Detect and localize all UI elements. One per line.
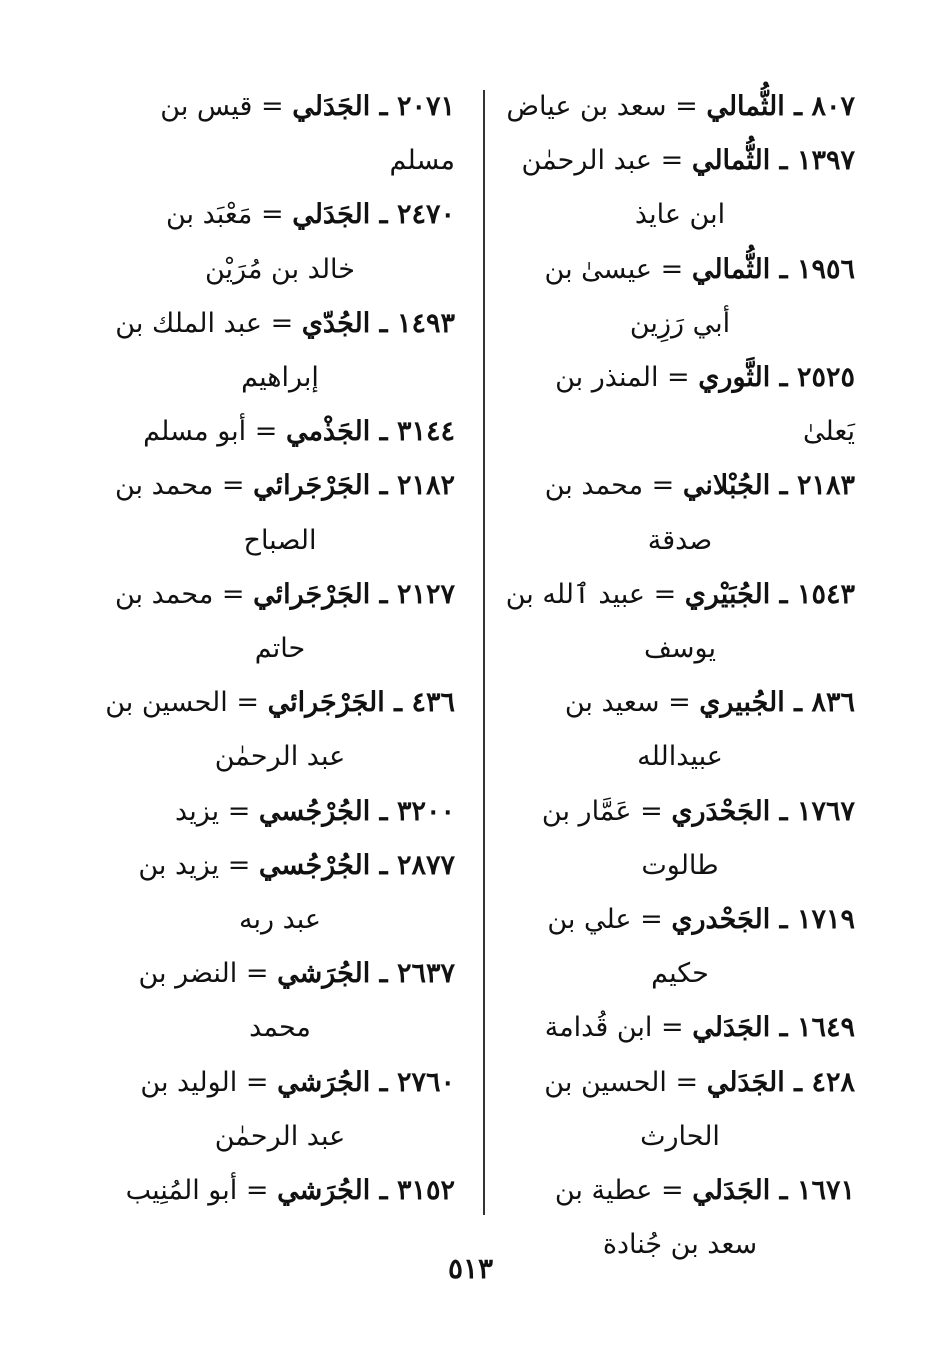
equals-sign: = [252, 91, 293, 122]
entry-line [544, 1067, 855, 1098]
entry-number: ١٧٦٧ [796, 795, 855, 827]
entry-line [166, 199, 455, 230]
dash-separator: ـ [370, 958, 397, 990]
entry-name: عبيد ٱلله بن [505, 578, 645, 610]
entry-line [545, 1012, 855, 1043]
entry-line [555, 1175, 855, 1206]
entry-number: ١٦٧١ [796, 1175, 855, 1207]
entry-number: ١٦٤٩ [796, 1012, 855, 1044]
dash-separator: ـ [370, 1175, 397, 1207]
index-entry [505, 459, 855, 567]
index-entry [505, 351, 855, 459]
entry-name: سعيد بن [564, 687, 660, 719]
entry-number: ١٧١٩ [796, 904, 855, 936]
entry-number: ٢٤٧٠ [396, 199, 455, 231]
equals-sign: = [213, 578, 254, 610]
index-entry [105, 568, 455, 676]
entry-name: الحسين بن [544, 1066, 667, 1098]
entry-name: عبد الرحمٰن [521, 145, 653, 177]
entry-nisba: الجَذْمي [285, 416, 371, 448]
entry-nisba: الثُّمالي [691, 145, 771, 177]
entry-line [555, 362, 855, 447]
entry-number: ٨٣٦ [811, 687, 855, 719]
index-entry [505, 243, 855, 351]
entry-continuation: حاتم [254, 633, 306, 665]
page-number: ٥١٣ [447, 1252, 494, 1285]
entry-continuation: الحارث [640, 1120, 720, 1152]
entry-nisba: الثَّوري [698, 362, 771, 394]
entry-name: مَعْبَد بن [165, 199, 253, 231]
entry-number: ١٥٤٣ [796, 578, 855, 610]
entry-name: سعد بن عياض [506, 91, 667, 122]
equals-sign: = [666, 1066, 707, 1098]
entry-number: ١٤٩٣ [396, 307, 455, 339]
entry-name: ابن قُدامة [544, 1012, 653, 1044]
entry-line [140, 1067, 455, 1098]
entry-continuation: محمد [249, 1012, 311, 1044]
entry-name: يزيد [175, 795, 220, 827]
entry-name: محمد بن [114, 470, 214, 502]
dash-separator: ـ [770, 904, 797, 936]
entry-line [105, 687, 455, 718]
entry-nisba: الجَدَلي [706, 1066, 785, 1098]
entry-continuation: صدقة [647, 524, 713, 556]
entry-nisba: الجَحْدَري [671, 795, 771, 827]
left-column [105, 80, 455, 1218]
index-entry [105, 947, 455, 1055]
index-entry [505, 785, 855, 893]
entry-name: أبو مسلم [143, 416, 247, 448]
entry-continuation: الصباح [243, 524, 317, 556]
index-entry [105, 1056, 455, 1164]
index-entry [505, 676, 855, 784]
entry-nisba: الجُرْجُسي [258, 795, 371, 827]
entry-line [126, 1175, 455, 1206]
dash-separator: ـ [784, 91, 812, 122]
entry-line [138, 850, 455, 881]
equals-sign: = [237, 1175, 278, 1207]
equals-sign: = [227, 687, 268, 719]
entry-number: ٢٠٧١ [396, 91, 455, 122]
entry-name: عَمَّار بن [541, 795, 632, 827]
dash-separator: ـ [370, 307, 397, 339]
index-entry [505, 1001, 855, 1055]
index-entry [105, 839, 455, 947]
equals-sign: = [652, 145, 692, 177]
dash-separator: ـ [770, 145, 797, 177]
entry-name: علي بن [547, 904, 632, 936]
equals-sign: = [219, 795, 259, 827]
entry-name: عطية بن [554, 1175, 653, 1207]
equals-sign: = [643, 470, 683, 502]
equals-sign: = [652, 1175, 693, 1207]
entry-number: ٢١٢٧ [396, 578, 455, 610]
entry-number: ١٣٩٧ [796, 145, 855, 177]
entry-line [545, 470, 855, 501]
index-entry [505, 893, 855, 1001]
entry-number: ١٩٥٦ [796, 253, 855, 285]
entry-number: ٢٧٦٠ [396, 1066, 455, 1098]
entry-number: ٨٠٧ [811, 91, 855, 122]
entry-number: ٤٣٦ [411, 687, 455, 719]
column-divider [483, 90, 485, 1215]
entry-line [115, 308, 455, 339]
entry-nisba: الجَدَلي [692, 1175, 771, 1207]
index-entry [105, 676, 455, 784]
dash-separator: ـ [370, 416, 397, 448]
entry-nisba: الجُبيري [699, 687, 785, 719]
entry-number: ٤٢٨ [811, 1066, 855, 1098]
equals-sign: = [213, 470, 254, 502]
equals-sign: = [644, 578, 685, 610]
entry-continuation: طالوت [641, 849, 719, 881]
entry-continuation: خالد بن مُرَيْن [205, 253, 355, 285]
entry-continuation: يوسف [643, 633, 717, 665]
right-column [505, 80, 855, 1272]
dash-separator: ـ [370, 578, 397, 610]
entry-line [565, 687, 855, 718]
index-entry [105, 188, 455, 296]
entry-line [115, 579, 455, 610]
equals-sign: = [652, 253, 692, 285]
entry-name: قيس بن مسلم [160, 91, 455, 177]
entry-name: الوليد بن [140, 1066, 238, 1098]
entry-continuation: عبد ربه [238, 904, 322, 936]
entry-number: ٢٦٣٧ [396, 958, 455, 990]
dash-separator: ـ [384, 687, 412, 719]
entry-line [115, 470, 455, 501]
entry-line [143, 416, 455, 447]
entry-name: أبو المُنِيب [125, 1175, 238, 1207]
entry-number: ٢٨٧٧ [396, 849, 455, 881]
dash-separator: ـ [770, 253, 797, 285]
entry-continuation: أبي رَزِين [629, 307, 731, 339]
equals-sign: = [262, 307, 302, 339]
entry-line [506, 579, 855, 610]
equals-sign: = [219, 849, 259, 881]
index-entry [105, 297, 455, 405]
dash-separator: ـ [370, 91, 397, 122]
dash-separator: ـ [370, 199, 397, 231]
index-entry [505, 134, 855, 242]
equals-sign: = [658, 362, 699, 394]
entry-nisba: الجُبْلاني [682, 470, 771, 502]
entry-line [175, 796, 455, 827]
equals-sign: = [246, 416, 286, 448]
entry-nisba: الجَدَلي [292, 199, 371, 231]
index-entry [505, 80, 855, 134]
dash-separator: ـ [370, 1066, 397, 1098]
entry-line [160, 91, 455, 176]
entry-nisba: الجَرْجَرائي [253, 470, 371, 502]
entry-name: محمد بن [114, 578, 214, 610]
entry-nisba: الثُّمالي [691, 253, 771, 285]
entry-number: ٣١٥٢ [396, 1175, 455, 1207]
entry-continuation: عبد الرحمٰن [214, 1120, 346, 1152]
entry-nisba: الجُرَشي [277, 1175, 371, 1207]
dash-separator: ـ [770, 470, 797, 502]
entry-number: ٢١٨٣ [796, 470, 855, 502]
entry-line [545, 254, 855, 285]
index-entry [105, 405, 455, 459]
entry-name: محمد بن [544, 470, 644, 502]
entry-nisba: الجُرَشي [277, 958, 371, 990]
entry-nisba: الجَرْجَرائي [253, 578, 371, 610]
entry-continuation: حكيم [651, 958, 709, 990]
dash-separator: ـ [770, 362, 797, 394]
entry-name: يزيد بن [138, 849, 220, 881]
entry-nisba: الجَرْجَرائي [267, 687, 385, 719]
dash-separator: ـ [770, 1175, 797, 1207]
equals-sign: = [237, 1066, 278, 1098]
equals-sign: = [631, 795, 672, 827]
equals-sign: = [666, 91, 707, 122]
equals-sign: = [252, 199, 293, 231]
entry-number: ٢١٨٢ [396, 470, 455, 502]
entry-continuation: إبراهيم [241, 362, 319, 394]
dash-separator: ـ [770, 578, 797, 610]
entry-line [506, 91, 855, 122]
entry-nisba: الجُبَيْري [684, 578, 771, 610]
index-entry [105, 785, 455, 839]
equals-sign: = [659, 687, 700, 719]
entry-nisba: الجُرْجُسي [258, 849, 371, 881]
entry-name: عبد الملك بن [115, 307, 262, 339]
entry-nisba: الجُدّي [301, 307, 371, 339]
entry-line [547, 904, 855, 935]
entry-continuation: ابن عايذ [634, 199, 726, 231]
entry-line [138, 958, 455, 989]
entry-nisba: الجَحْدري [671, 904, 771, 936]
entry-name: عيسىٰ بن [544, 253, 653, 285]
dash-separator: ـ [370, 470, 397, 502]
entry-number: ٣٢٠٠ [396, 795, 455, 827]
entry-nisba: الجَدَلي [292, 91, 371, 122]
dash-separator: ـ [784, 1066, 812, 1098]
entry-line [542, 796, 855, 827]
entry-name: المنذر بن يَعلىٰ [555, 362, 855, 448]
entry-nisba: الجَدَلي [692, 1012, 771, 1044]
dash-separator: ـ [370, 795, 397, 827]
entry-number: ٣١٤٤ [396, 416, 455, 448]
entry-line [522, 145, 855, 176]
index-entry [105, 1164, 455, 1218]
equals-sign: = [237, 958, 278, 990]
entry-continuation: عبد الرحمٰن [214, 741, 346, 773]
index-entry [505, 1056, 855, 1164]
entry-name: النضر بن [138, 958, 238, 990]
entry-nisba: الجُرَشي [277, 1066, 371, 1098]
entry-name: الحسين بن [105, 687, 228, 719]
equals-sign: = [652, 1012, 693, 1044]
entry-continuation: عبيدالله [637, 741, 723, 773]
entry-number: ٢٥٢٥ [796, 362, 855, 394]
index-entry [105, 459, 455, 567]
entry-continuation: سعد بن جُنادة [602, 1229, 758, 1261]
entry-nisba: الثُّمالي [706, 91, 785, 122]
dash-separator: ـ [770, 1012, 797, 1044]
index-entry [105, 80, 455, 188]
dash-separator: ـ [784, 687, 812, 719]
index-entry [505, 568, 855, 676]
dash-separator: ـ [770, 795, 797, 827]
equals-sign: = [631, 904, 672, 936]
dash-separator: ـ [370, 849, 397, 881]
